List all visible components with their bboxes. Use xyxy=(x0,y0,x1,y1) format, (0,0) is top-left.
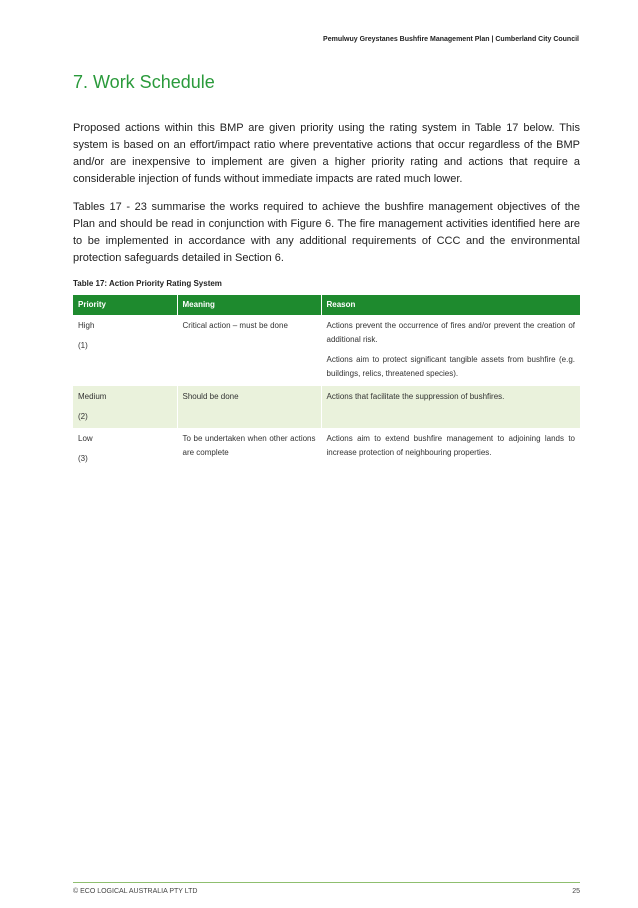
priority-cell xyxy=(73,386,177,429)
reason-text: Actions aim to protect significant tangible assets from bushfire (e.g. buildings, relics, threatened species). xyxy=(326,355,575,378)
meaning-cell xyxy=(177,428,321,470)
column-header-meaning: Meaning xyxy=(177,295,321,315)
column-header-priority: Priority xyxy=(73,295,177,315)
priority-label: Medium xyxy=(78,392,107,401)
meaning-cell xyxy=(177,315,321,386)
table-header-row xyxy=(73,295,580,315)
table-row-low xyxy=(73,428,580,470)
meaning-text: Should be done xyxy=(182,392,239,401)
works-summary-paragraph: Tables 17 - 23 summarise the works required to achieve the bushfire management objectives of the Plan and should be read in conjunction with Figure 6. The fire management activities identified here are to be implemented in accordance with any additional requirements of CCC and the environmental protection safeguards detailed in Section 6. xyxy=(73,201,580,264)
reason-cell xyxy=(321,386,580,429)
section-title: 7. Work Schedule xyxy=(73,72,215,92)
intro-paragraph: Proposed actions within this BMP are given priority using the rating system in Table 17 below. This system is based on an effort/impact ratio where preventative actions that occur regardless of the BMP and/or are inexpensive to implement are given a higher priority rating and actions that require a considerable injection of funds without immediate impacts are rated much lower. xyxy=(73,122,580,185)
column-header-reason: Reason xyxy=(321,295,580,315)
meaning-text: Critical action – must be done xyxy=(182,321,288,330)
page-number: 25 xyxy=(572,888,580,895)
table-caption: Table 17: Action Priority Rating System xyxy=(73,279,222,288)
table-row-high xyxy=(73,315,580,386)
reason-text: Actions prevent the occurrence of fires and/or prevent the creation of additional risk. xyxy=(326,321,575,344)
priority-rank: (2) xyxy=(78,412,88,421)
priority-cell xyxy=(73,315,177,386)
priority-rank: (1) xyxy=(78,341,88,350)
priority-label: Low xyxy=(78,434,93,443)
running-header: Pemulwuy Greystanes Bushfire Management Plan | Cumberland City Council xyxy=(323,36,579,43)
reason-text: Actions aim to extend bushfire management to adjoining lands to increase protection of neighbouring properties. xyxy=(326,434,575,457)
reason-cell xyxy=(321,428,580,470)
footer-divider xyxy=(73,882,580,883)
reason-text: Actions that facilitate the suppression of bushfires. xyxy=(326,392,505,401)
action-priority-table xyxy=(73,295,580,470)
priority-cell xyxy=(73,428,177,470)
footer-copyright: © ECO LOGICAL AUSTRALIA PTY LTD xyxy=(73,888,198,895)
meaning-text: To be undertaken when other actions are complete xyxy=(182,434,316,457)
meaning-cell xyxy=(177,386,321,429)
priority-rank: (3) xyxy=(78,454,88,463)
table-row-medium xyxy=(73,386,580,429)
priority-label: High xyxy=(78,321,95,330)
reason-cell xyxy=(321,315,580,386)
